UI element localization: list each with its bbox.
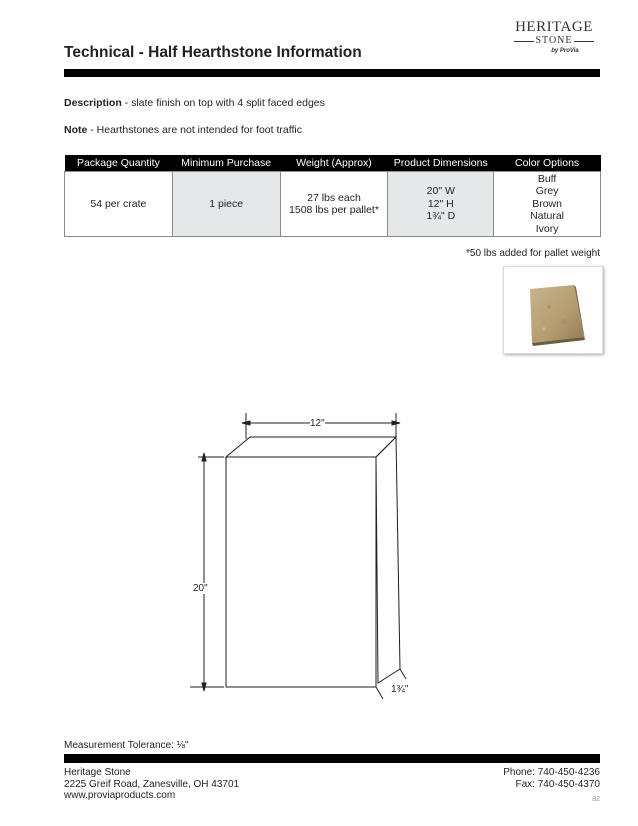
- header-color-options: Color Options: [494, 155, 601, 172]
- weight-pallet: 1508 lbs per pallet*: [289, 204, 379, 216]
- logo-provia-byline: by ProVia: [551, 48, 579, 54]
- color-option: Ivory: [535, 222, 559, 235]
- depth-dimension-label: 1¾": [391, 684, 409, 695]
- header-product-dimensions: Product Dimensions: [388, 155, 494, 172]
- measurement-tolerance: Measurement Tolerance: ⅛": [64, 740, 189, 751]
- page-number: 82: [592, 796, 600, 803]
- hearthstone-photo-image: [504, 267, 602, 353]
- header-weight: Weight (Approx): [280, 155, 388, 172]
- cell-minimum-purchase: 1 piece: [172, 172, 280, 237]
- description-line: [64, 97, 325, 109]
- logo-heritage-text: HERITAGE: [515, 19, 593, 35]
- footer-address: 2225 Greif Road, Zanesville, OH 43701: [64, 778, 240, 790]
- pallet-weight-note: *50 lbs added for pallet weight: [466, 248, 600, 259]
- note-text: - Hearthstones are not intended for foot traffic: [87, 124, 302, 136]
- table-row: [65, 172, 601, 237]
- table-header-row: [65, 155, 601, 172]
- hearthstone-dimension-drawing: [180, 405, 440, 705]
- header-rule: [64, 69, 600, 77]
- footer-phone-block: [503, 767, 600, 790]
- color-option: Natural: [530, 210, 565, 223]
- cell-color-options: [494, 172, 601, 237]
- footer-rule: [64, 754, 600, 763]
- page-title: Technical - Half Hearthstone Information: [64, 44, 362, 61]
- logo-stone-text: STONE: [508, 35, 600, 47]
- width-dimension-label: 12": [310, 418, 325, 429]
- description-label: Description: [64, 97, 122, 109]
- color-option: Buff: [537, 172, 557, 185]
- dimension-width: 20" W: [426, 185, 455, 198]
- footer-company: Heritage Stone: [64, 767, 131, 778]
- cell-weight: [280, 172, 388, 237]
- note-label: Note: [64, 124, 88, 136]
- footer-website-link[interactable]: www.proviaproducts.com: [64, 790, 176, 801]
- cell-dimensions: [388, 172, 494, 237]
- cell-package-quantity: 54 per crate: [65, 172, 173, 237]
- footer-fax: Fax: 740-450-4370: [515, 778, 600, 790]
- height-dimension-label: 20": [193, 583, 208, 594]
- color-option: Grey: [535, 185, 559, 198]
- color-option: Brown: [532, 197, 562, 210]
- heritage-stone-logo: [508, 20, 600, 55]
- footer-contact: [64, 767, 239, 802]
- dimension-depth: 1¾" D: [426, 210, 456, 223]
- dimension-height: 12" H: [427, 197, 454, 210]
- spec-table: [64, 155, 601, 237]
- note-line: [64, 124, 302, 136]
- header-minimum-purchase: Minimum Purchase: [172, 155, 280, 172]
- product-photo: [503, 266, 603, 354]
- header-package-quantity: Package Quantity: [65, 155, 173, 172]
- footer-phone: Phone: 740-450-4236: [503, 767, 600, 778]
- description-text: - slate finish on top with 4 split faced edges: [121, 97, 325, 109]
- weight-each: 27 lbs each: [307, 191, 361, 204]
